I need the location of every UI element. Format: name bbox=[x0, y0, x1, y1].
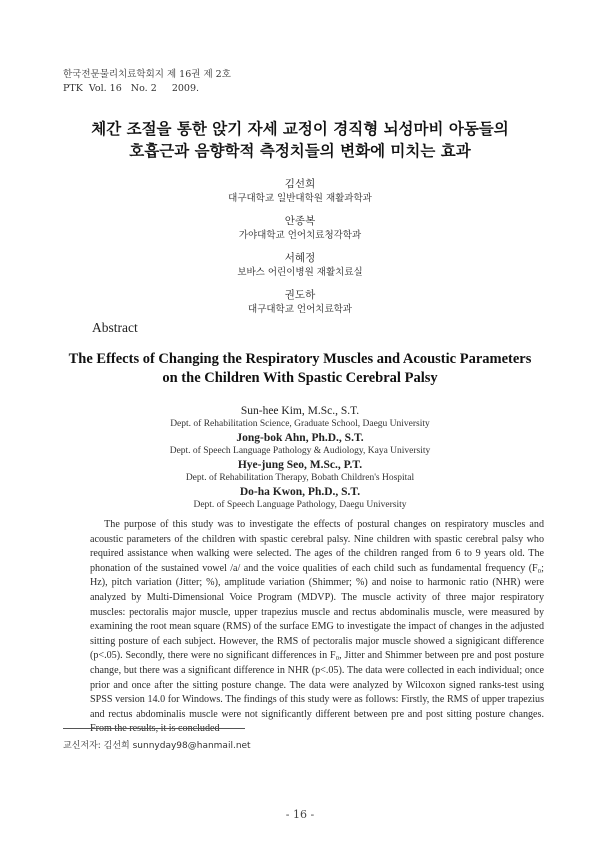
english-author-name: Do-ha Kwon, Ph.D., S.T. bbox=[239, 486, 361, 498]
corresponding-author-footnote: 교신저자: 김선희 sunnyday98@hanmail.net bbox=[63, 741, 251, 751]
journal-header-english: PTK Vol. 16 No. 2 2009. bbox=[63, 83, 200, 94]
english-author-list bbox=[0, 404, 600, 512]
english-author-name: Jong-bok Ahn, Ph.D., S.T. bbox=[236, 432, 364, 444]
korean-author-name: 안종복 bbox=[284, 215, 316, 227]
korean-author-name: 서혜정 bbox=[284, 252, 316, 264]
abstract-body: The purpose of this study was to investigate the effects of postural changes on respiratory muscles and acoustic parameters of the children with spastic cerebral palsy. Nine children with spastic cerebral palsy who required assistance when walking were selected. The ages of the children ranged from 6 to 9 years old. The phonation of the sustained vowel /a/ and the voice qualities of each child such as fundamental frequency (F₀; Hz), pitch variation (Jitter; %), amplitude variation (Shimmer; %) and noise to harmonic ratio (NHR) were analyzed by Multi-Dimensional Voice Program (MDVP). The muscle activity of three major respiratory muscles: pectoralis major muscle, upper trapezius muscle and rectus abdominalis muscle, were measured by examining the root mean square (RMS) of the surface EMG to investigate the impact of changes in the adjusted sitting posture of each subject. However, the RMS of pectoralis major muscle showed a signigicant difference (p<.05). Secondly, there were no significant differences in F₀, Jitter and Shimmer between pre and post posture change, but there was a significant difference in NHR (p<.05). The data were collected in each individual; once prior and once after the sitting posture change. The data were analyzed by Wilcoxon signed ranks-test using SPSS version 14.0 for Windows. The findings of this study were as follows: Firstly, the RMS of upper trapezius and rectus abdominalis muscle were not significantly different between pre and post sitting posture changes. bbox=[90, 519, 544, 720]
journal-header bbox=[63, 68, 231, 96]
korean-author-name: 권도하 bbox=[284, 289, 316, 301]
english-title bbox=[0, 350, 600, 388]
korean-title-line-1: 체간 조절을 통한 앉기 자세 교정이 경직형 뇌성마비 아동들의 bbox=[91, 120, 509, 138]
page-number: - 16 - bbox=[285, 808, 315, 821]
korean-title bbox=[0, 118, 600, 162]
english-author-name: Sun-hee Kim, M.Sc., S.T. bbox=[240, 405, 360, 417]
korean-author-affiliation: 대구대학교 일반대학원 재활과학과 bbox=[228, 193, 372, 204]
abstract-heading: Abstract bbox=[92, 320, 138, 335]
english-title-line-2: on the Children With Spastic Cerebral Palsy bbox=[162, 370, 438, 386]
english-title-line-1: The Effects of Changing the Respiratory Muscles and Acoustic Parameters bbox=[68, 351, 532, 367]
korean-author-affiliation: 가야대학교 언어치료청각학과 bbox=[238, 230, 362, 241]
korean-author-affiliation: 대구대학교 언어치료학과 bbox=[248, 304, 352, 315]
korean-author-name: 김선희 bbox=[284, 178, 316, 190]
english-author-affiliation: Dept. of Rehabilitation Science, Graduate School, Daegu University bbox=[170, 419, 430, 429]
korean-title-line-2: 호흡근과 음향학적 측정치들의 변화에 미치는 효과 bbox=[129, 142, 471, 160]
english-author-name: Hye-jung Seo, M.Sc., P.T. bbox=[237, 459, 363, 471]
korean-author-list bbox=[0, 176, 600, 324]
korean-author-affiliation: 보바스 어린이병원 재활치료실 bbox=[237, 267, 363, 278]
english-author-affiliation: Dept. of Rehabilitation Therapy, Bobath Children's Hospital bbox=[185, 473, 415, 483]
journal-header-korean: 한국전문물리치료학회지 제 16권 제 2호 bbox=[63, 69, 231, 80]
english-author-affiliation: Dept. of Speech Language Pathology & Audiology, Kaya University bbox=[169, 446, 431, 456]
footnote-divider bbox=[63, 728, 245, 729]
english-author-affiliation: Dept. of Speech Language Pathology, Daegu University bbox=[193, 500, 407, 510]
